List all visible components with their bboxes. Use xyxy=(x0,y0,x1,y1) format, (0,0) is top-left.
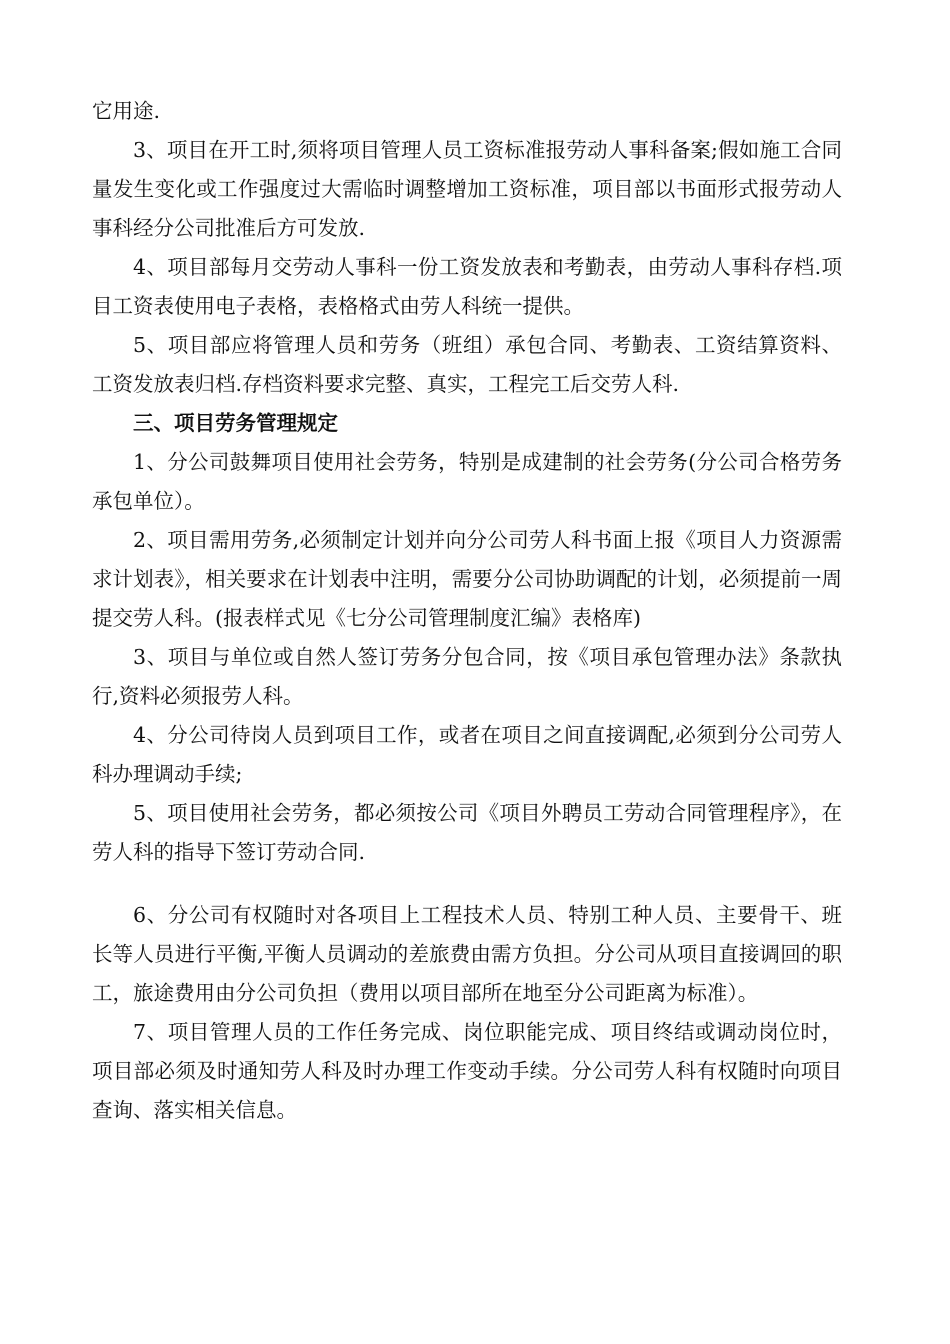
section3-heading: 三、项目劳务管理规定 xyxy=(133,411,338,435)
section3-item-1: 1、分公司鼓舞项目使用社会劳务，特别是成建制的社会劳务(分公司合格劳务承包单位）。 xyxy=(92,450,842,513)
section3-item-7: 7、项目管理人员的工作任务完成、岗位职能完成、项目终结或调动岗位时，项目部必须及时通知劳人科及时办理工作变动手续。分公司劳人科有权随时向项目查询、落实相关信息。 xyxy=(92,1020,842,1122)
section2-item-5: 5、项目部应将管理人员和劳务（班组）承包合同、考勤表、工资结算资料、工资发放表归档.存档资料要求完整、真实，工程完工后交劳人科. xyxy=(92,333,842,396)
paragraph-gap xyxy=(92,872,842,896)
section3-item-3: 3、项目与单位或自然人签订劳务分包合同，按《项目承包管理办法》条款执行,资料必须报劳人科。 xyxy=(92,645,842,708)
section2-item-4: 4、项目部每月交劳动人事科一份工资发放表和考勤表，由劳动人事科存档.项目工资表使用电子表格，表格格式由劳人科统一提供。 xyxy=(92,255,842,318)
section3-item-5: 5、项目使用社会劳务，都必须按公司《项目外聘员工劳动合同管理程序》，在劳人科的指导下签订劳动合同. xyxy=(92,801,842,864)
section3-item-6: 6、分公司有权随时对各项目上工程技术人员、特别工种人员、主要骨干、班长等人员进行平衡,平衡人员调动的差旅费由需方负担。分公司从项目直接调回的职工，旅途费用由分公司负担（费用以项目部所在地至分公司距离为标准）。 xyxy=(92,903,842,1005)
section3-item-2: 2、项目需用劳务,必须制定计划并向分公司劳人科书面上报《项目人力资源需求计划表》，相关要求在计划表中注明，需要分公司协助调配的计划，必须提前一周提交劳人科。(报表样式见《七分公司管理制度汇编》表格库) xyxy=(92,528,842,630)
section2-item-3: 3、项目在开工时,须将项目管理人员工资标准报劳动人事科备案;假如施工合同量发生变化或工作强度过大需临时调整增加工资标准，项目部以书面形式报劳动人事科经分公司批准后方可发放. xyxy=(92,138,842,240)
continuation-text: 它用途. xyxy=(92,99,161,123)
document-page xyxy=(92,92,842,1130)
section3-item-4: 4、分公司待岗人员到项目工作，或者在项目之间直接调配,必须到分公司劳人科办理调动手续; xyxy=(92,723,842,786)
